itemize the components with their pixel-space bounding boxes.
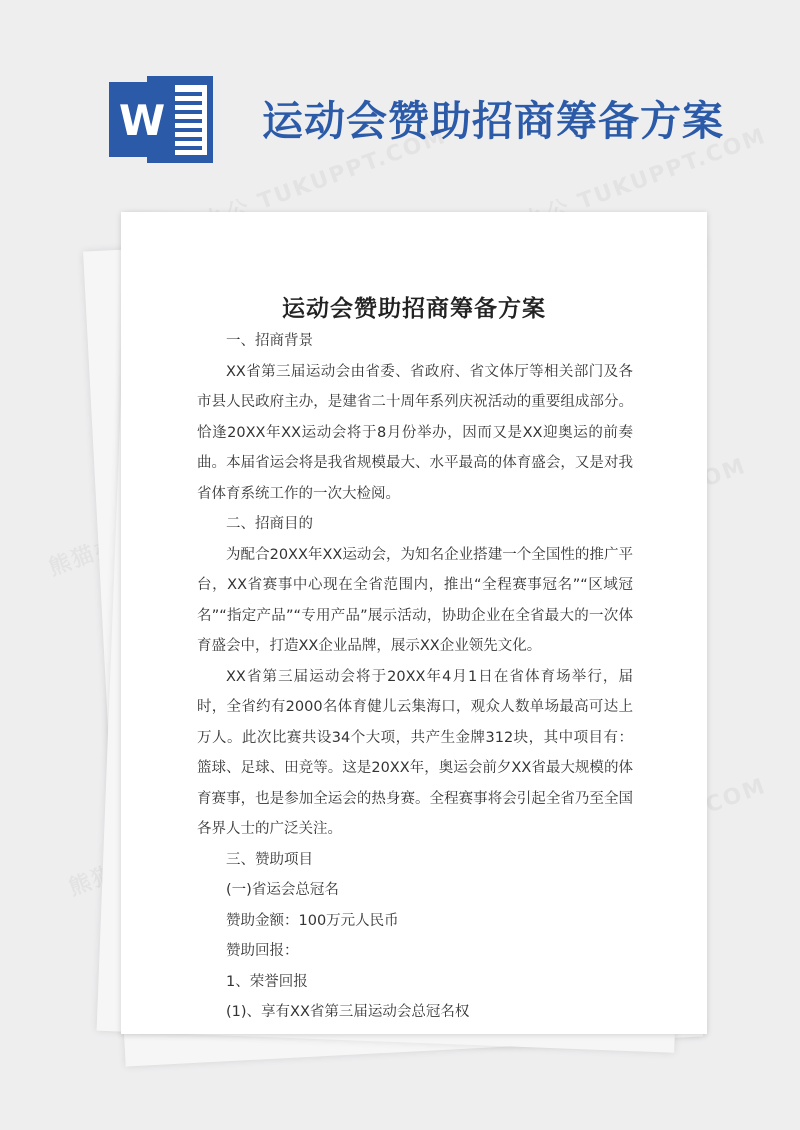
paragraph: XX省第三届运动会将于20XX年4月1日在省体育场举行，届时，全省约有2000名体育健儿云集海口，观众人数单场最高可达上万人。此次比赛共设34个大项，共产生金牌312块，其中项目有：篮球、足球、田竞等。这是20XX年，奥运会前夕XX省最大规模的体育赛事，也是参加全运会的热身赛。全程赛事将会引起全省乃至全国各界人士的广泛关注。 (197, 668, 633, 837)
document-body (197, 326, 633, 1028)
paragraph: 为配合20XX年XX运动会，为知名企业搭建一个全国性的推广平台，XX省赛事中心现在全省范围内，推出“全程赛事冠名”“区域冠名”“指定产品”“专用产品”展示活动，协助企业在全省最大的一次体育盛会中，打造XX企业品牌，展示XX企业领先文化。 (197, 546, 633, 654)
banner (0, 0, 800, 200)
banner-title: 运动会赞助招商筹备方案 (262, 97, 724, 145)
word-icon-letter: W (118, 96, 166, 145)
document-page (121, 212, 707, 1034)
word-document-icon (107, 72, 217, 167)
paragraph: XX省第三届运动会由省委、省政府、省文体厅等相关部门及各市县人民政府主办，是建省二十周年系列庆祝活动的重要组成部分。恰逢20XX年XX运动会将于8月份举办，因而又是XX迎奥运的前奏曲。本届省运会将是我省规模最大、水平最高的体育盛会，又是对我省体育系统工作的一次大检阅。 (197, 363, 633, 502)
list-item: 赞助回报： (226, 943, 299, 959)
list-item: 1、荣誉回报 (226, 973, 308, 990)
section-heading: 一、招商背景 (226, 333, 313, 349)
list-item: 赞助金额：100万元人民币 (226, 912, 399, 929)
list-item: (1)、享有XX省第三届运动会总冠名权 (226, 1004, 470, 1020)
document-title: 运动会赞助招商筹备方案 (282, 296, 546, 322)
section-heading: 二、招商目的 (226, 516, 313, 532)
section-heading: 三、赞助项目 (226, 851, 313, 868)
list-item: (一)省运会总冠名 (226, 882, 339, 898)
